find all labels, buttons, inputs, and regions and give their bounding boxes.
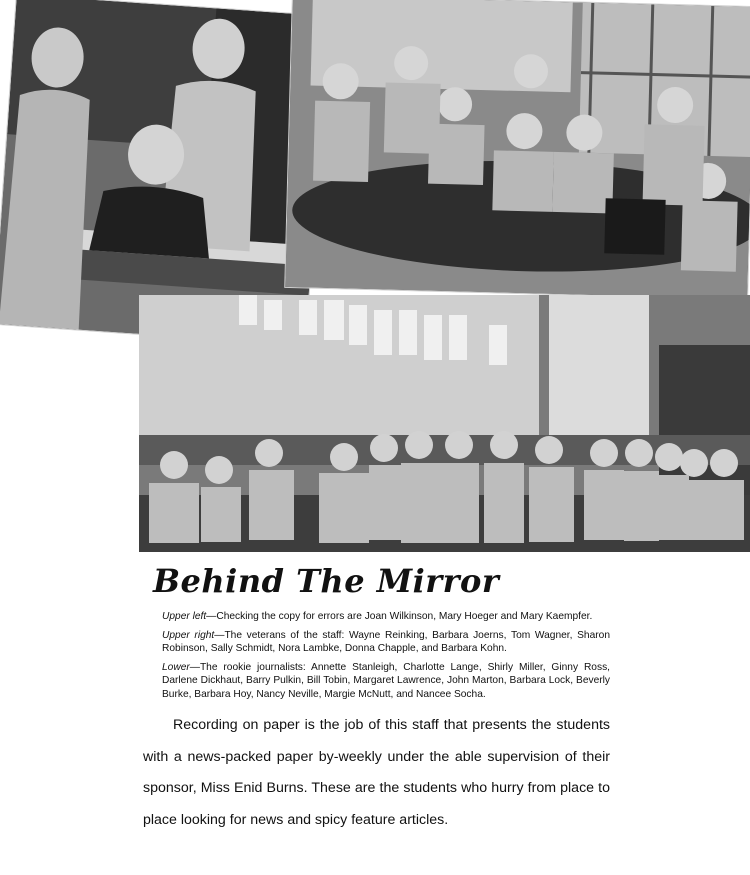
caption-upper-left <box>162 610 610 624</box>
photo-lower <box>139 295 750 552</box>
caption-upper-right <box>162 629 610 656</box>
caption-upper-left-text: —Checking the copy for errors are Joan Wilkinson, Mary Hoeger and Mary Kaempfer. <box>206 611 593 622</box>
body-paragraph: Recording on paper is the job of this staff that presents the students with a news-packed paper by-weekly under the able supervision of their sponsor, Miss Enid Burns. These are the students who hurry from place to place looking for news and spicy feature articles. <box>143 717 610 828</box>
photo-upper-right-image <box>285 0 750 299</box>
caption-upper-left-lead: Upper left <box>162 611 207 622</box>
caption-upper-right-text: —The veterans of the staff: Wayne Reinking, Barbara Joerns, Tom Wagner, Sharon Robinson, Sally Schmidt, Nora Lambke, Donna Chapple, and Barbara Kohn. <box>162 629 610 654</box>
caption-lower <box>162 661 610 702</box>
caption-lower-text: —The rookie journalists: Annette Stanleigh, Charlotte Lange, Shirly Miller, Ginny Ross, Darlene Dickhaut, Barry Pulkin, Bill Tobin, Margaret Lawrence, John Marton, Barbara Lock, Beverly Burke, Barbara Hoy, Nancy Neville, Margie McNutt, and Nancee Socha. <box>162 661 610 700</box>
photo-upper-left-image <box>0 0 328 345</box>
caption-lower-lead: Lower <box>162 661 190 673</box>
photo-lower-image <box>139 295 750 552</box>
photo-upper-right <box>284 0 750 300</box>
photo-captions <box>162 610 610 706</box>
page-title: Behind The Mirror <box>153 562 500 600</box>
caption-upper-right-lead: Upper right <box>162 629 215 641</box>
